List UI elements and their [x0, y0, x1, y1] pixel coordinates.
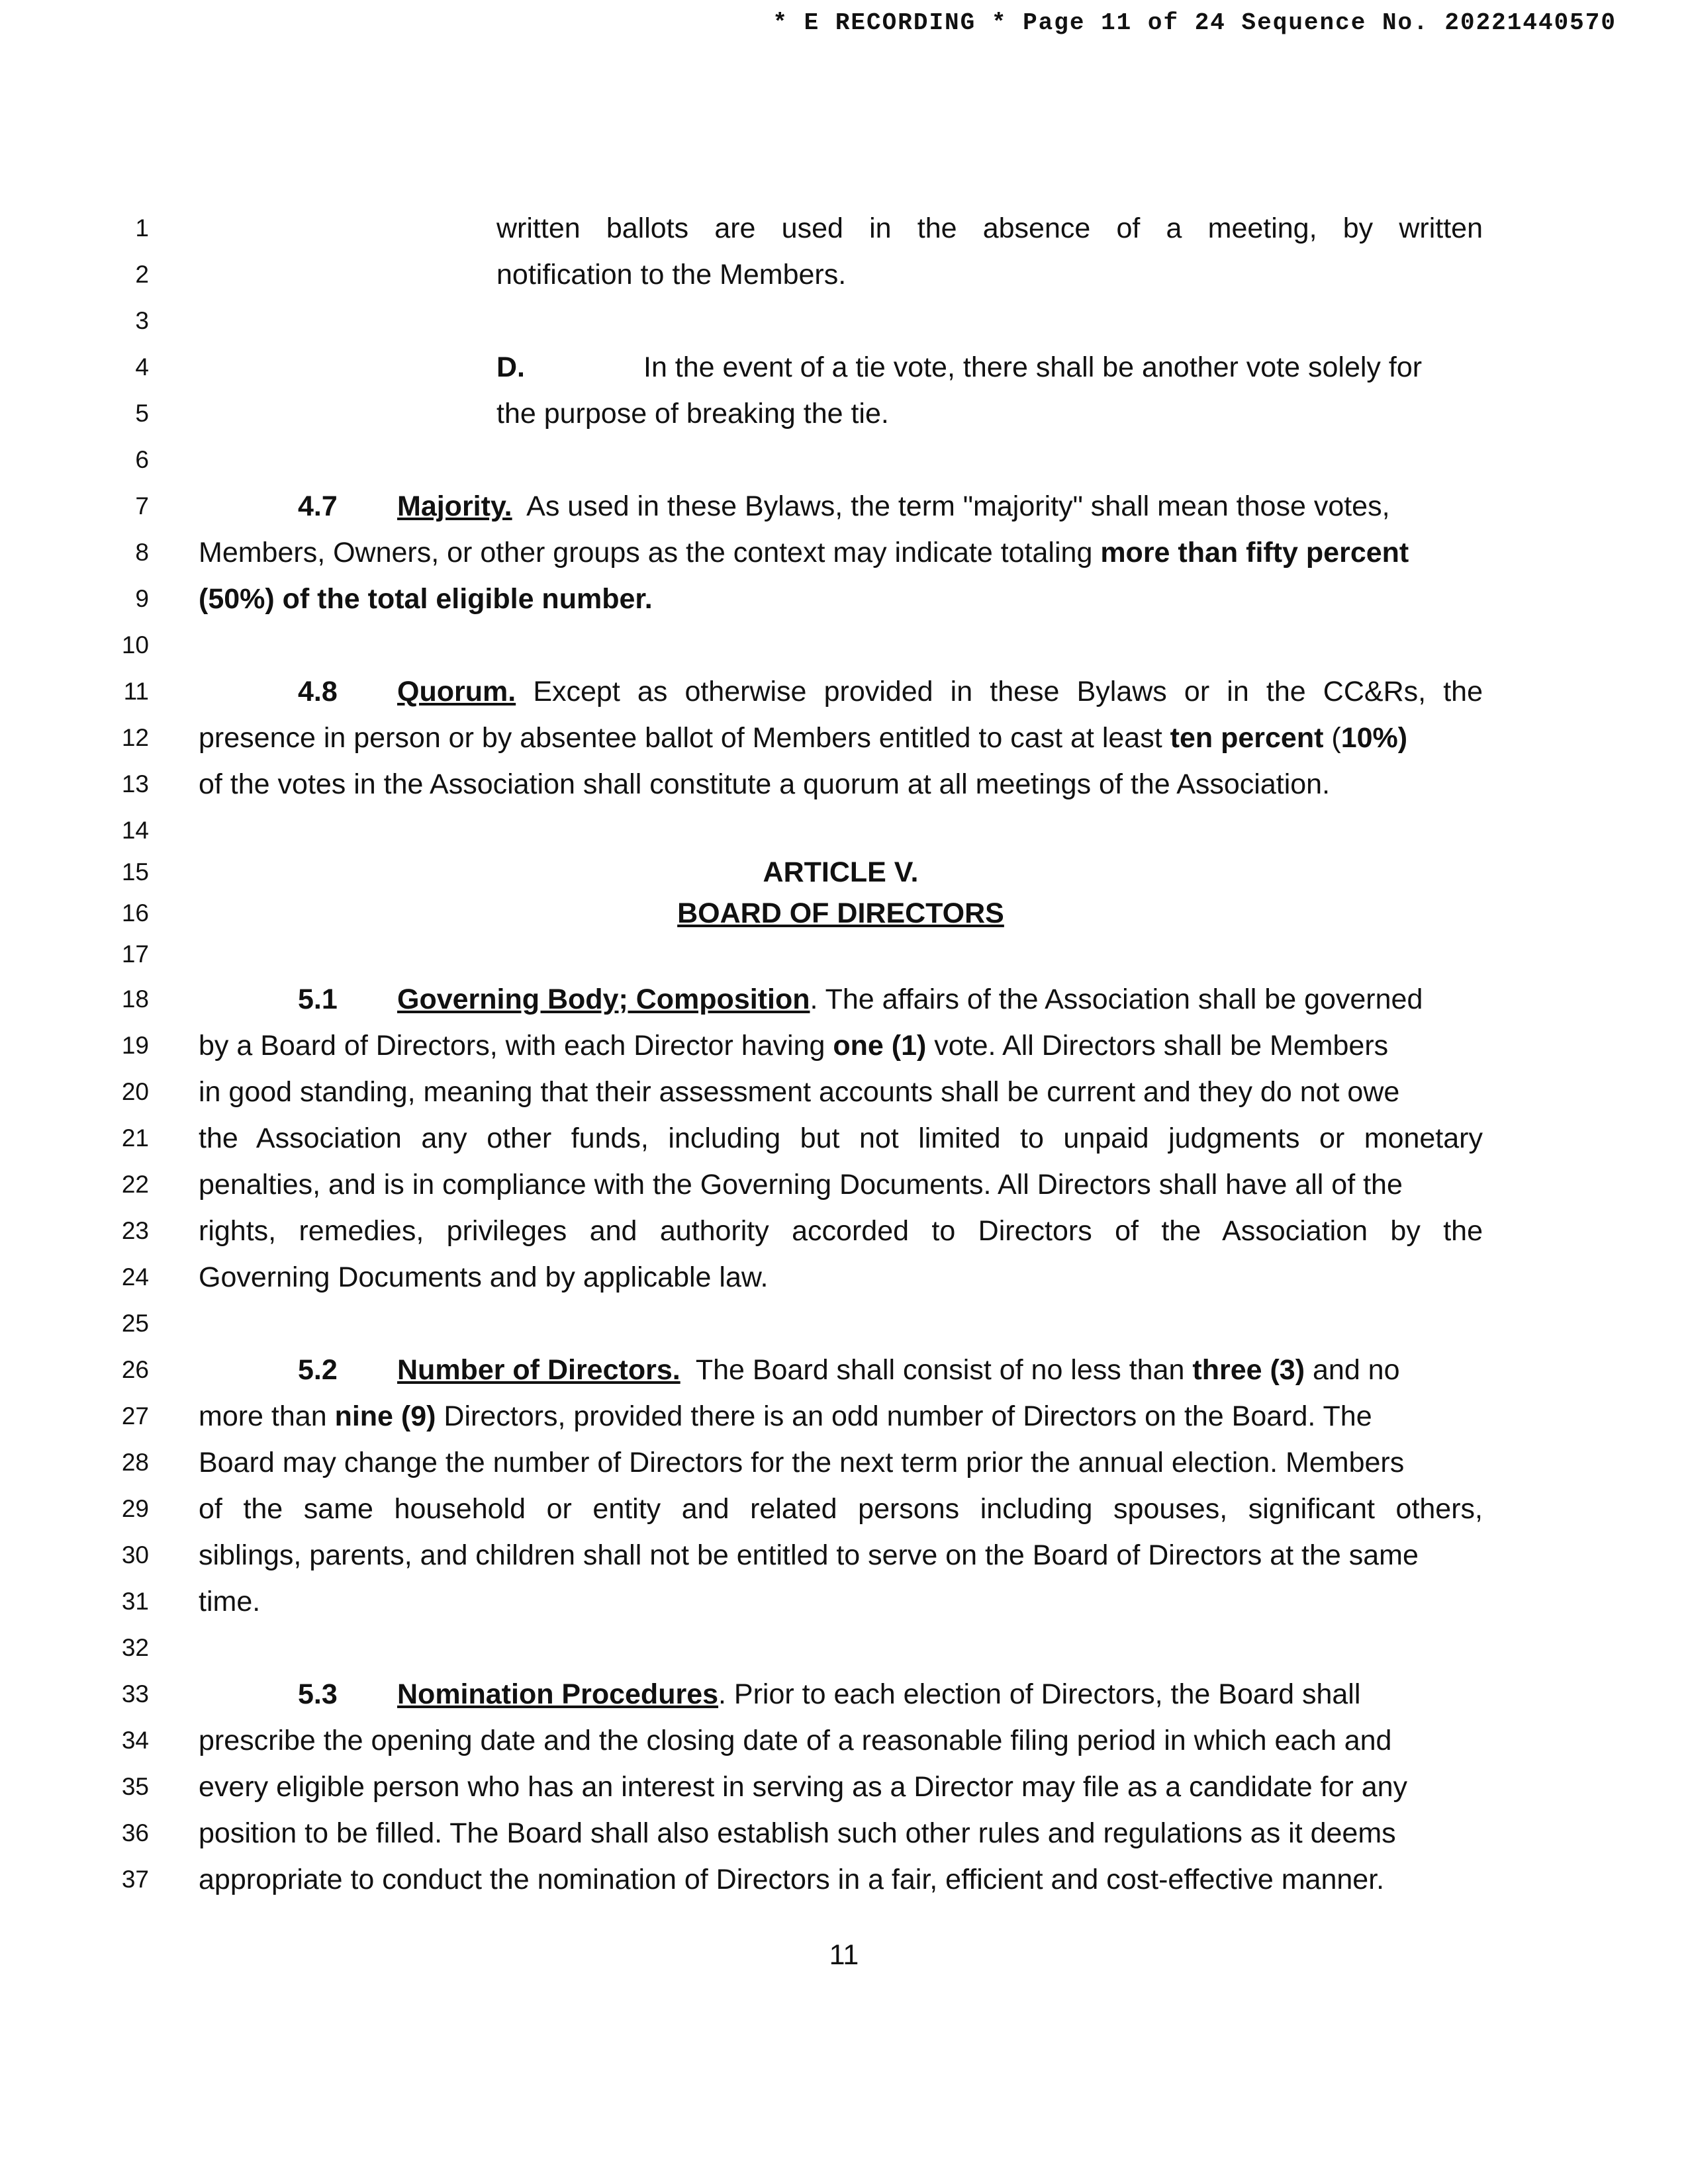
line-number: 29 — [121, 1495, 149, 1522]
section-number: 4.7 — [298, 490, 338, 522]
text-line — [199, 529, 1483, 576]
line-number: 9 — [135, 585, 149, 612]
text-run: In the event of a tie vote, there shall be another vote solely for — [643, 351, 1423, 383]
article-title-text: BOARD OF DIRECTORS — [677, 897, 1004, 929]
line-number: 16 — [121, 899, 149, 927]
line-number: 35 — [121, 1773, 149, 1800]
line-number: 33 — [121, 1680, 149, 1707]
line-number: 13 — [121, 770, 149, 797]
text-line: the Association any other funds, including but not limited to unpaid judgments or monetary — [199, 1122, 1483, 1154]
text-line: of the same household or entity and related persons including spouses, significant others, — [199, 1493, 1483, 1525]
text-run: . The affairs of the Association shall be governed — [810, 983, 1423, 1015]
text-line: (50%) of the total eligible number. — [199, 583, 653, 615]
text-line: of the votes in the Association shall constitute a quorum at all meetings of the Association. — [199, 768, 1331, 800]
line-number: 28 — [121, 1449, 149, 1476]
section-number: 4.8 — [298, 676, 338, 707]
text-run: more than — [199, 1400, 327, 1432]
subsection-label: D. — [496, 351, 525, 383]
line-number: 31 — [121, 1588, 149, 1615]
page-number: 11 — [829, 1939, 859, 1971]
text-run: Except as otherwise provided in these Bylaws or in the CC&Rs, the — [533, 676, 1483, 707]
line-number: 21 — [121, 1124, 149, 1152]
text-run: and no — [1312, 1354, 1400, 1386]
bold-run: nine (9) — [334, 1400, 436, 1432]
line-number: 18 — [121, 985, 149, 1013]
section-5-3-heading-line — [199, 1671, 1483, 1717]
text-run: Members, Owners, or other groups as the context may indicate totaling — [199, 537, 1093, 569]
line-number: 2 — [135, 261, 149, 288]
text-line — [199, 1023, 1483, 1069]
line-number: 24 — [121, 1263, 149, 1291]
line-number: 14 — [121, 817, 149, 844]
line-number: 27 — [121, 1402, 149, 1430]
text-line: Governing Documents and by applicable law. — [199, 1261, 769, 1293]
subsection-d-line — [496, 344, 1483, 390]
text-run: vote. All Directors shall be Members — [934, 1030, 1389, 1062]
line-number: 7 — [135, 492, 149, 520]
section-title: Nomination Procedures — [397, 1678, 719, 1710]
section-number: 5.1 — [298, 983, 338, 1015]
text-line: appropriate to conduct the nomination of Directors in a fair, efficient and cost-effective manner. — [199, 1864, 1385, 1895]
text-line — [199, 715, 1483, 761]
bold-run: more than fifty percent — [1100, 537, 1409, 569]
section-4-7-heading-line — [199, 483, 1483, 529]
text-line: penalties, and is in compliance with the Governing Documents. All Directors shall have all of the — [199, 1169, 1403, 1201]
line-number: 30 — [121, 1541, 149, 1569]
line-number: 17 — [121, 940, 149, 968]
text-run: by a Board of Directors, with each Director having — [199, 1030, 825, 1062]
section-title: Quorum. — [397, 676, 516, 707]
line-number: 12 — [121, 724, 149, 751]
text-line: rights, remedies, privileges and authority accorded to Directors of the Association by the — [199, 1215, 1483, 1247]
line-number: 8 — [135, 539, 149, 566]
text-run: The Board shall consist of no less than — [695, 1354, 1185, 1386]
text-run: As used in these Bylaws, the term "majority" shall mean those votes, — [526, 490, 1390, 522]
text-line: siblings, parents, and children shall not be entitled to serve on the Board of Directors at the same — [199, 1539, 1419, 1571]
section-number: 5.3 — [298, 1678, 338, 1710]
text-line: time. — [199, 1586, 261, 1617]
bold-run: three (3) — [1192, 1354, 1305, 1386]
section-number: 5.2 — [298, 1354, 338, 1386]
line-number: 32 — [121, 1634, 149, 1661]
section-title: Governing Body; Composition — [397, 983, 810, 1015]
line-number: 23 — [121, 1217, 149, 1244]
line-number: 19 — [121, 1032, 149, 1059]
text-run: ( — [1331, 722, 1341, 754]
text-line — [199, 1393, 1483, 1439]
line-number: 5 — [135, 400, 149, 427]
section-5-2-heading-line — [199, 1347, 1483, 1393]
text-line: prescribe the opening date and the closing date of a reasonable filing period in which each and — [199, 1725, 1392, 1756]
bold-run: one (1) — [833, 1030, 927, 1062]
article-title — [199, 890, 1483, 936]
text-line: notification to the Members. — [496, 259, 847, 291]
section-title: Number of Directors. — [397, 1354, 680, 1386]
text-run: presence in person or by absentee ballot of Members entitled to cast at least — [199, 722, 1162, 754]
line-number: 37 — [121, 1866, 149, 1893]
text-line: the purpose of breaking the tie. — [496, 398, 889, 430]
line-number: 11 — [123, 678, 149, 705]
recording-header: * E RECORDING * Page 11 of 24 Sequence No. 20221440570 — [773, 9, 1617, 36]
text-line: position to be filled. The Board shall also establish such other rules and regulations as it deems — [199, 1817, 1396, 1849]
line-number: 1 — [135, 214, 149, 242]
line-number: 3 — [135, 307, 149, 334]
line-number: 22 — [121, 1171, 149, 1198]
line-number: 20 — [121, 1078, 149, 1105]
section-title: Majority. — [397, 490, 512, 522]
text-line: every eligible person who has an interest in serving as a Director may file as a candidate for any — [199, 1771, 1408, 1803]
text-line: Board may change the number of Directors for the next term prior the annual election. Members — [199, 1447, 1405, 1479]
line-number: 4 — [135, 353, 149, 381]
text-line: in good standing, meaning that their assessment accounts shall be current and they do not owe — [199, 1076, 1400, 1108]
text-run: . Prior to each election of Directors, the Board shall — [718, 1678, 1361, 1710]
line-number: 36 — [121, 1819, 149, 1846]
line-number: 25 — [121, 1310, 149, 1337]
article-number: ARTICLE V. — [763, 856, 919, 888]
bold-run: ten percent — [1170, 722, 1324, 754]
line-number: 26 — [121, 1356, 149, 1383]
line-number: 34 — [121, 1727, 149, 1754]
line-number: 6 — [135, 446, 149, 473]
section-5-1-heading-line — [199, 976, 1483, 1023]
section-4-8-heading-line — [199, 668, 1483, 715]
line-number: 10 — [121, 631, 149, 659]
bold-run: 10%) — [1340, 722, 1408, 754]
line-number: 15 — [121, 858, 149, 886]
text-line: written ballots are used in the absence of a meeting, by written — [496, 212, 1483, 244]
text-run: Directors, provided there is an odd number of Directors on the Board. The — [444, 1400, 1372, 1432]
